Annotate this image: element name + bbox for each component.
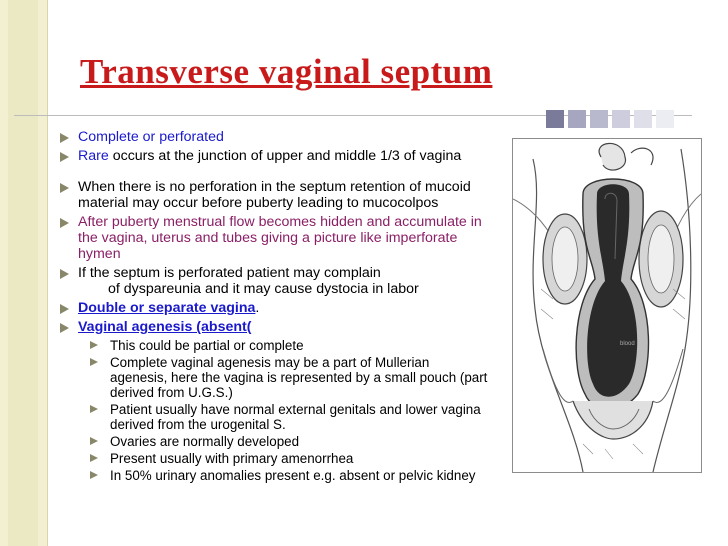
bullet-arrow-icon — [90, 358, 98, 366]
list-item — [58, 319, 488, 335]
bullet-text: Complete or perforated — [78, 129, 224, 145]
bullet-arrow-icon — [90, 437, 98, 445]
sub-bullet-text: Patient usually have normal external genitals and lower vagina derived from the urogenital S. — [110, 402, 481, 432]
left-decor-strip — [0, 0, 48, 546]
anatomy-illustration — [512, 138, 702, 473]
bullet-list — [58, 129, 488, 485]
double-vagina-link[interactable]: Double or separate vagina — [78, 300, 256, 316]
bullet-arrow-icon — [90, 341, 98, 349]
bullet-text: If the septum is perforated patient may complain — [78, 265, 381, 281]
sub-list-item — [58, 434, 488, 449]
vaginal-agenesis-link[interactable]: Vaginal agenesis (absent( — [78, 319, 252, 335]
list-item — [58, 214, 488, 262]
bullet-arrow-icon — [90, 454, 98, 462]
bullet-arrow-icon — [60, 323, 69, 333]
bullet-arrow-icon — [60, 133, 69, 143]
bullet-text: occurs at the junction of upper and middle 1/3 of vagina — [108, 148, 462, 164]
bullet-arrow-icon — [90, 471, 98, 479]
bullet-text-continued: of dyspareunia and it may cause dystocia in labor — [108, 281, 419, 297]
blood-label: blood — [620, 341, 635, 347]
sub-bullet-text: In 50% urinary anomalies present e.g. absent or pelvic kidney — [110, 468, 476, 483]
sub-list-item — [58, 451, 488, 466]
bullet-text: After puberty menstrual flow becomes hidden and accumulate in the vagina, uterus and tubes giving a picture like imperforate hymen — [78, 214, 482, 262]
decor-square — [634, 110, 652, 128]
sub-bullet-text: Ovaries are normally developed — [110, 434, 300, 449]
decor-square — [612, 110, 630, 128]
list-item — [58, 148, 488, 164]
bullet-arrow-icon — [60, 152, 69, 162]
decor-square — [568, 110, 586, 128]
bullet-text: . — [255, 300, 260, 316]
bullet-highlight: Rare — [78, 148, 109, 164]
bullet-arrow-icon — [60, 269, 69, 279]
decor-square — [590, 110, 608, 128]
sub-list-item — [58, 402, 488, 432]
sub-list-item — [58, 468, 488, 483]
slide-title: Transverse vaginal septum — [80, 52, 493, 91]
bullet-arrow-icon — [60, 304, 69, 314]
list-item — [58, 300, 488, 316]
list-item — [58, 179, 488, 211]
sub-bullet-text: Present usually with primary amenorrhea — [110, 451, 354, 466]
bullet-text: When there is no perforation in the septum retention of mucoid material may occur before puberty leading to mucocolpos — [78, 179, 471, 211]
pelvis-cross-section-drawing — [513, 139, 701, 472]
list-item — [58, 265, 488, 297]
sub-list-item — [58, 355, 488, 400]
bullet-arrow-icon — [90, 405, 98, 413]
sub-list-item — [58, 338, 488, 353]
left-decor-inner — [8, 0, 38, 546]
sub-bullet-text: This could be partial or complete — [110, 338, 304, 353]
bullet-arrow-icon — [60, 183, 69, 193]
decor-square — [546, 110, 564, 128]
decor-square — [656, 110, 674, 128]
bullet-arrow-icon — [60, 218, 69, 228]
sub-bullet-text: Complete vaginal agenesis may be a part of Mullerian agenesis, here the vagina is represented by a small pouch (part derived from U.G.S.) — [110, 355, 488, 400]
list-item — [58, 129, 488, 145]
